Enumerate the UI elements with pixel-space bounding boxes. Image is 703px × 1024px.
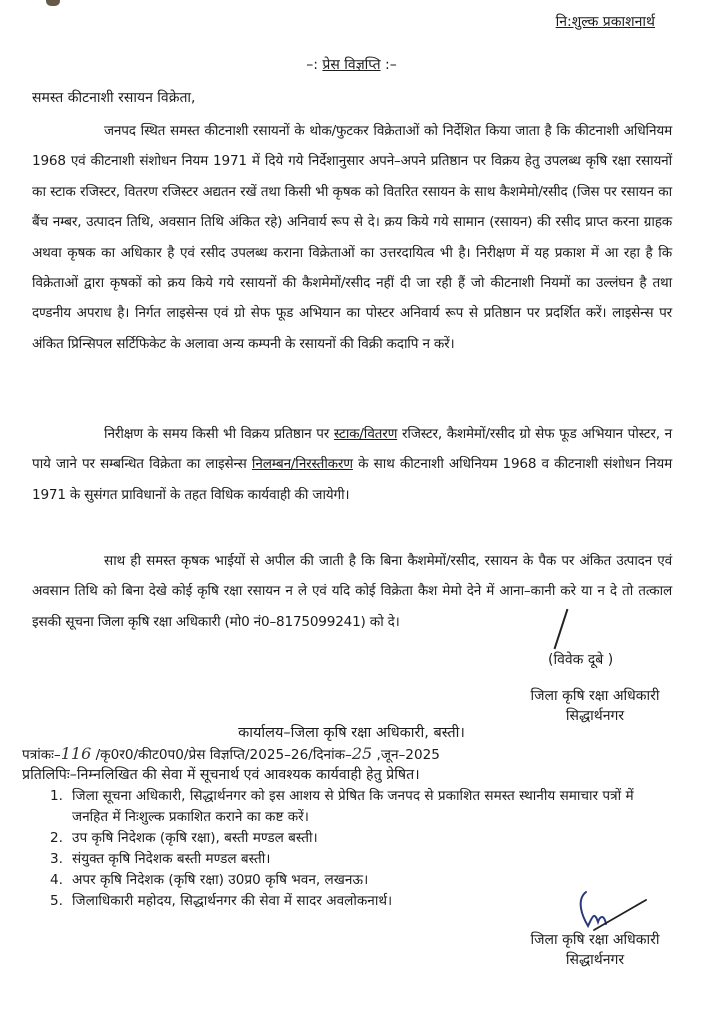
- paragraph-2-underline-1: स्टाक/वितरण: [333, 426, 398, 442]
- paragraph-2-part-2: रजिस्टर, कैशमेमों/रसीद ग्रो सेफ फूड अभियान पोस्टर, न पाये जाने पर सम्बन्धित विक्रेता का लाइसेन्स: [32, 426, 673, 473]
- list-item-number: 1.: [50, 788, 63, 804]
- corner-mark: [46, 0, 60, 6]
- office-heading: कार्यालय–जिला कृषि रक्षा अधिकारी, बस्ती।: [238, 725, 465, 741]
- footer-designation: जिला कृषि रक्षा अधिकारी: [530, 932, 660, 948]
- paragraph-2: [32, 419, 672, 510]
- title-text: प्रेस विज्ञप्ति: [322, 57, 381, 73]
- list-item-text: जिलाधिकारी महोदय, सिद्धार्थनगर की सेवा में सादर अवलोकनार्थ।: [72, 893, 393, 909]
- handwritten-letter-number: 116: [60, 744, 92, 763]
- list-item: [50, 828, 650, 849]
- signatory-district: सिद्धार्थनगर: [565, 708, 625, 724]
- list-item-text: अपर कृषि निदेशक (कृषि रक्षा) उ0प्र0 कृषि भवन, लखनऊ।: [72, 872, 369, 888]
- reference-middle: /कृ0र0/कीट0प0/प्रेस विज्ञप्ति/2025–26/दिनांक–: [91, 747, 352, 763]
- list-item-text: जिला सूचना अधिकारी, सिद्धार्थनगर को इस आशय से प्रेषित कि जनपद से प्रकाशित समस्त स्थानीय समाचार पत्रों में जनहित में निःशुल्क प्रकाशित कराने का कष्ट करें।: [72, 788, 634, 825]
- paragraph-2-underline-2: निलम्बन/निरस्तीकरण: [251, 456, 353, 473]
- paragraph-2-part-3: के साथ कीटनाशी अधिनियम 1968 व कीटनाशी संशोधन नियम 1971 के सुसंगत प्राविधानों के तहत विधिक कार्यवाही की जायेगी।: [32, 456, 672, 503]
- list-item-text: उप कृषि निदेशक (कृषि रक्षा), बस्ती मण्डल बस्ती।: [72, 830, 318, 846]
- list-item: [50, 870, 650, 891]
- list-item: [50, 891, 650, 912]
- list-item-number: 5.: [50, 893, 63, 909]
- list-item-number: 2.: [50, 830, 63, 846]
- reference-suffix: ,जून–2025: [372, 747, 440, 763]
- list-item-text: संयुक्त कृषि निदेशक बस्ती मण्डल बस्ती।: [72, 851, 271, 867]
- paragraph-2-part-1: निरीक्षण के समय किसी भी विक्रय प्रतिष्ठान पर: [104, 426, 334, 442]
- paragraph-1: जनपद स्थित समस्त कीटनाशी रसायनों के थोक/फुटकर विक्रेताओं को निर्देशित किया जाता है कि कीटनाशी अधिनियम 1968 एवं कीटनाशी संशोधन नियम 1971 में दिये गये निर्देशानुसार अपने–अपने प्रतिष्ठान पर विक्रय हेतु उपलब्ध कृषि रक्षा रसायनों का स्टाक रजिस्टर, वितरण रजिस्टर अद्यतन रखें तथा किसी भी कृषक को वितरित रसायन के साथ कैशमेमो/रसीद (जिस पर रसायन का बैंच नम्बर, उत्पादन तिथि, अवसान तिथि अंकित रहे) अनिवार्य रूप से दे। क्रय किये गये सामान (रसायन) की रसीद प्राप्त करना ग्राहक अथवा कृषक का अधिकार है एवं रसीद उपलब्ध कराना विक्रेताओं का उत्तरदायित्व भी है। निरीक्षण में यह प्रकाश में आ रहा है कि विक्रेताओं द्वारा कृषकों को क्रय किये गये रसायनों की कैशमेमों/रसीद नहीं दी जा रही हैं जो कीटनाशी नियमों का उल्लंघन है तथा दण्डनीय अपराध है। निर्गत लाइसेन्स एवं ग्रो सेफ फूड अभियान का पोस्टर अनिवार्य रूप से प्रतिष्ठान पर प्रदर्शित करें। लाइसेन्स पर अंकित प्रिन्सिपल सर्टिफिकेट के अलावा अन्य कम्पनी के रसायनों की विक्री कदापि न करें।: [32, 123, 672, 352]
- reference-line: [22, 744, 440, 763]
- reference-prefix: पत्रांकः–: [22, 747, 61, 763]
- signatory-designation: जिला कृषि रक्षा अधिकारी: [530, 688, 660, 704]
- signatory-block: [520, 686, 670, 726]
- list-item: [50, 786, 650, 828]
- list-item-number: 4.: [50, 872, 63, 888]
- title-suffix: :–: [385, 57, 397, 73]
- recipients-list: [50, 786, 650, 912]
- list-item-number: 3.: [50, 851, 63, 867]
- title-prefix: –:: [306, 57, 318, 73]
- list-item: [50, 849, 650, 870]
- footer-district: सिद्धार्थनगर: [565, 952, 625, 968]
- free-publication-label: नि:शुल्क प्रकाशनार्थ: [555, 14, 655, 30]
- paragraph-3: साथ ही समस्त कृषक भाईयों से अपील की जाती है कि बिना कैशमेमों/रसीद, रसायन के पैक पर अंकित उत्पादन एवं अवसान तिथि को बिना देखे कोई कृषि रक्षा रसायन न ले एवं यदि कोई विक्रेता कैश मेमो देने में आना–कानी करे या न दे तो तत्काल इसकी सूचना जिला कृषि रक्षा अधिकारी (मो0 नं0–8175099241) को दे।: [32, 553, 672, 630]
- copy-to-line: प्रतिलिपिः–निम्नलिखित की सेवा में सूचनार्थ एवं आवश्यक कार्यवाही हेतु प्रेषित।: [22, 767, 420, 783]
- signatory-name: (विवेक दूबे ): [548, 652, 614, 668]
- press-release-title: [0, 55, 703, 74]
- handwritten-date: 25: [351, 744, 373, 763]
- footer-signatory-block: [520, 930, 670, 970]
- salutation: समस्त कीटनाशी रसायन विक्रेता,: [32, 90, 196, 106]
- handwritten-signature: [572, 886, 652, 936]
